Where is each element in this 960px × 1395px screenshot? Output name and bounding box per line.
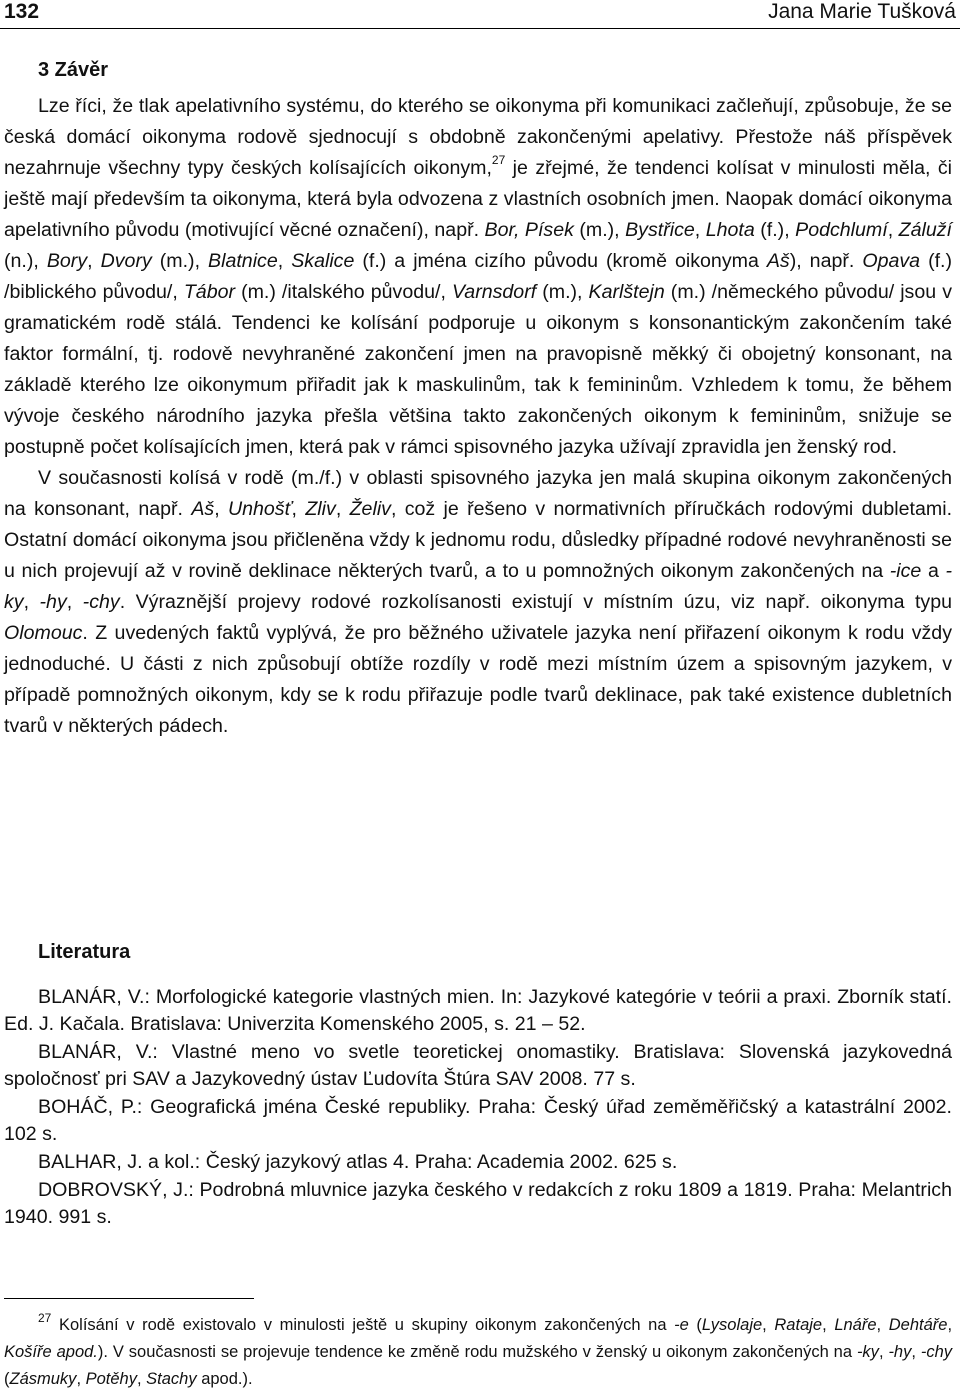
italic-term: Lhota <box>705 219 755 241</box>
italic-term: -ky <box>4 560 952 613</box>
italic-term: Bor, Písek <box>484 219 574 241</box>
text-run: ( <box>688 1316 702 1334</box>
italic-term: Aš <box>766 250 790 272</box>
reference-list <box>4 984 952 1232</box>
italic-term: Blatnice <box>208 250 278 272</box>
text-run: , <box>76 1370 86 1388</box>
text-run: , <box>136 1370 147 1388</box>
page-header <box>0 0 960 26</box>
text-run: ), např. <box>789 250 863 272</box>
text-run: Lze říci, že tlak apelativního systému, do kterého se oikonyma při komunikaci začleňují, způsobuje, že se česká domácí oikonyma rodově sjednocují s obdobně zakončenými apelativy. Přestože náš příspěvek nezahrnuje všechny typy českých kolísajících oikonym, <box>4 95 952 179</box>
text-run: , <box>214 498 228 520</box>
text-run: . Výraznější projevy rodové rozkolísanosti existují v místním úzu, viz např. oikonyma typu <box>119 591 953 613</box>
text-run: (f.), <box>754 219 796 241</box>
section-title: 3 Závěr <box>38 59 109 81</box>
text-run: (m.), <box>536 281 589 303</box>
text-run: , <box>887 219 899 241</box>
italic-term: Unhošť <box>227 498 292 520</box>
italic-term: Stachy <box>146 1370 197 1388</box>
reference-item: DOBROVSKÝ, J.: Podrobná mluvnice jazyka českého v redakcích z roku 1809 a 1819. Praha: Melantrich 1940. 991 s. <box>4 1179 952 1228</box>
footnote-ref: 27 <box>491 153 506 168</box>
paragraph <box>4 463 952 742</box>
italic-term: -e <box>674 1316 689 1334</box>
text-run: (m.) /italského původu/, <box>235 281 452 303</box>
italic-term: Karlštejn <box>588 281 665 303</box>
italic-term: Bystřice <box>625 219 695 241</box>
italic-term: Tábor <box>183 281 236 303</box>
italic-term: Opava <box>862 250 921 272</box>
italic-term: Želiv <box>349 498 391 520</box>
text-run: , <box>291 498 306 520</box>
reference-item: BOHÁČ, P.: Geografická jména České republiky. Praha: Český úřad zeměměřičský a katastrální 2002. 102 s. <box>4 1096 952 1145</box>
text-run: . Z uvedených faktů vyplývá, že pro běžného uživatele jazyka není přiřazení oikonym k rodu vždy jednoduché. U části z nich způsobují obtíže rozdíly v rodě mezi místním územ a spisovným jazykem, v případě pomnožných oikonym, kdy se k rodu přiřazuje podle tvarů deklinace, pak také existence dubletních tvarů v některých pádech. <box>4 622 952 737</box>
text-run: , <box>277 250 292 272</box>
text-run: , <box>335 498 350 520</box>
italic-term: Lnáře <box>834 1316 877 1334</box>
text-run: (f.) /biblického původu/, <box>4 250 953 303</box>
text-run: (f.) a jména cizího původu (kromě oikonyma <box>354 250 767 272</box>
text-run: (m.), <box>573 219 626 241</box>
text-run: , <box>876 1316 889 1334</box>
italic-term: Košíře apod. <box>4 1343 98 1361</box>
italic-term: -chy <box>82 591 120 613</box>
text-run: ( <box>4 1370 10 1388</box>
italic-term: Potěhy <box>85 1370 137 1388</box>
footnote-ref: 27 <box>38 1310 52 1325</box>
text-run: (m.) /německého původu/ jsou v gramatickém rodě stálá. Tendenci ke kolísání podporuje u oikonym s konsonantickým zakončením také faktor formální, tj. rodově nevyhraněné zakončení jmen na pravopisně měkký či obojetný konsonant, na základě kterého lze oikonymum přiřadit jak k maskulinům, tak k femininům. Vzhledem k tomu, že během vývoje českého národního jazyka přešla většina takto zakončených oikonym k femininům, snižuje se postupně počet kolísajících jmen, která pak v rámci spisovného jazyka užívají zpravidla jen ženský rod. <box>4 281 952 458</box>
italic-term: Lysolaje <box>701 1316 763 1334</box>
footnote-rule <box>4 1298 254 1299</box>
italic-term: Zliv <box>305 498 336 520</box>
header-rule <box>0 28 960 29</box>
text-run: , <box>947 1316 953 1334</box>
italic-term: Skalice <box>291 250 355 272</box>
body-text <box>4 91 952 742</box>
literature-title: Literatura <box>38 941 131 963</box>
italic-term: -chy <box>920 1343 953 1361</box>
text-run: , <box>694 219 706 241</box>
footnote <box>4 1312 952 1393</box>
italic-term: Zásmuky <box>9 1370 77 1388</box>
italic-term: Rataje <box>774 1316 823 1334</box>
italic-term: Záluží <box>898 219 952 241</box>
reference-item: BLANÁR, V.: Vlastné meno vo svetle teoretickej onomastiky. Bratislava: Slovenská jazykovedná spoločnosť pri SAV a Jazykovedný ústav Ľudovíta Štúra SAV 2008. 77 s. <box>4 1041 952 1090</box>
italic-term: Podchlumí <box>795 219 888 241</box>
text-run: , <box>762 1316 775 1334</box>
text-run: je zřejmé, že tendenci kolísat v minulosti měla, či ještě mají především ta oikonyma, která byla odvozena z vlastních osobních jmen. Naopak domácí oikonyma apelativního původu (motivující věcné označení), např. <box>4 157 952 241</box>
italic-term: -ky <box>856 1343 879 1361</box>
text-run: , <box>66 591 83 613</box>
italic-term: -hy <box>39 591 67 613</box>
text-run: apod.). <box>196 1370 253 1388</box>
text-run: , <box>23 591 40 613</box>
italic-term: Dehtáře <box>888 1316 948 1334</box>
text-run: , <box>87 250 101 272</box>
page-number: 132 <box>4 0 40 23</box>
italic-term: -ice <box>889 560 922 582</box>
text-run: a <box>921 560 946 582</box>
text-run: , <box>822 1316 835 1334</box>
italic-term: Varnsdorf <box>451 281 537 303</box>
text-run: Kolísání v rodě existovalo v minulosti ještě u skupiny oikonym zakončených na <box>51 1316 675 1334</box>
text-run: V současnosti kolísá v rodě (m./f.) v oblasti spisovného jazyka jen malá skupina oikonym zakončených na konsonant, např. <box>4 467 952 520</box>
italic-term: Bory <box>46 250 88 272</box>
text-run: , <box>878 1343 889 1361</box>
italic-term: -hy <box>888 1343 912 1361</box>
italic-term: Dvory <box>100 250 152 272</box>
running-author: Jana Marie Tušková <box>768 0 956 23</box>
reference-item: BALHAR, J. a kol.: Český jazykový atlas 4. Praha: Academia 2002. 625 s. <box>38 1151 678 1173</box>
paragraph <box>4 91 952 463</box>
italic-term: Aš <box>191 498 215 520</box>
text-run: (m.), <box>151 250 209 272</box>
text-run: , což je řešeno v normativních příručkách rodovými dubletami. Ostatní domácí oikonyma jsou přičleněna vždy k jednomu rodu, důsledky případné rodové nevyhraněnosti se u nich projevují až v rovině deklinace některých tvarů, a to u pomnožných oikonym zakončených na <box>4 498 953 582</box>
text-run: , <box>911 1343 921 1361</box>
text-run: ). V současnosti se projevuje tendence ke změně rodu mužského v ženský u oikonym zakončených na <box>97 1343 857 1361</box>
italic-term: Olomouc <box>4 622 83 644</box>
text-run: (n.), <box>4 250 47 272</box>
reference-item: BLANÁR, V.: Morfologické kategorie vlastných mien. In: Jazykové kategórie v teórii a praxi. Zborník statí. Ed. J. Kačala. Bratislava: Univerzita Komenského 2005, s. 21 – 52. <box>4 986 952 1035</box>
